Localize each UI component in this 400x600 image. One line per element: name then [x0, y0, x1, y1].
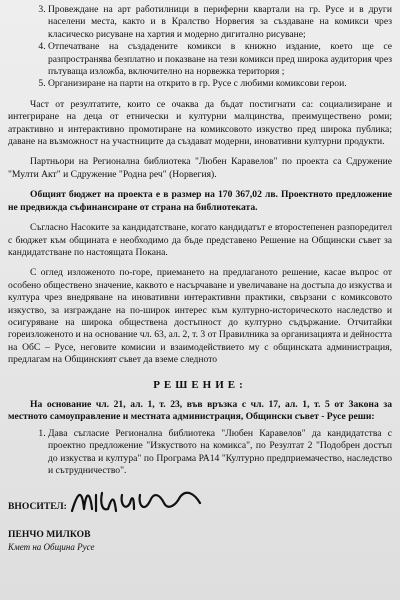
signer-name: ПЕНЧО МИЛКОВ: [8, 529, 91, 541]
signature-block: [8, 481, 392, 551]
handwritten-signature: [68, 481, 238, 525]
budget-paragraph: Общият бюджет на проекта е в размер на 170 367,02 лв. Проектното предложение не предвижда съфинансиране от страна на библиотеката.: [8, 189, 392, 213]
list-item: 5. Организиране на парти на открито в гр. Русе с любими комиксови герои.: [48, 78, 392, 90]
partners-paragraph: Партньори на Регионална библиотека "Любен Каравелов" по проекта са Сдружение "Мулти Акт" и Сдружение "Родна реч" (Норвегия).: [8, 156, 392, 180]
signer-title: Кмет на Община Русе: [8, 542, 95, 553]
list-item: 3. Провеждане на арт работилници в периферни квартали на гр. Русе и в други населени места, както и в Кралство Норвегия за създаване на комикси чрез класическо рисуване на хартия и модерно дигитално рисуване;: [48, 4, 392, 41]
view-paragraph: С оглед изложеното по-горе, приемането на предлаганото решение, касае въпрос от особено обществено значение, каквото е насърчаване и увеличаване на достъпа до изкуства и култура чрез внедряване на иновативни интерактивни практики, свързани с комиксовото изкуство, за изграждане на по-широк интерес към културно-историческото наследство и осигуряване на широка обществена достъпност до културно съдържание. Отчитайки гореизложеното и на основание чл. 63, ал. 2, т. 3 от Правилника за организацията и дейността на ОбС – Русе, неговите комисии и взаимодействието му с общинската администрация, предлагам на Общинският съвет да вземе следното: [8, 267, 392, 366]
results-paragraph: Част от резултатите, които се очаква да бъдат постигнати са: социализиране и интегриране на деца от етнически и културни малцинства, преимуществено роми; атрактивно и интерактивно промотиране на комиксовото изкуство пред широка публика; даване на възможност на участниците да създават модерни, иновативни културни продукти.: [8, 98, 392, 148]
decision-list: [8, 428, 392, 478]
legal-basis-paragraph: На основание чл. 21, ал. 1, т. 23, във връзка с чл. 17, ал. 1, т. 5 от Закона за местното самоуправление и местната администрация, Общински съвет - Русе реши:: [8, 398, 392, 423]
list-item: 4. Отпечатване на създадените комикси в книжно издание, което ще се разпространява безплатно и показване на тези комикси пред широка аудитория чрез пътуваща изложба, включително на норвежка територия ;: [48, 41, 392, 78]
activities-list: [8, 4, 392, 91]
submitter-label: ВНОСИТЕЛ:: [8, 501, 67, 513]
decision-item: 1. Дава съгласие Регионална библиотека "Любен Каравелов" да кандидатства с проектно предложение "Изкуството на комикса", по Резултат 2 "Подобрен достъп до изкуства и култура" по Програма РА14 "Културно предприемачество, наследство и сътрудничество".: [48, 428, 392, 478]
consent-paragraph: Съгласно Насоките за кандидатстване, когато кандидатът е второстепенен разпоредител с бюджет към общината е необходимо да бъде представено Решение на Общински съвет за кандидатстване по настоящата Покана.: [8, 222, 392, 258]
decision-heading: РЕШЕНИЕ:: [153, 378, 247, 391]
